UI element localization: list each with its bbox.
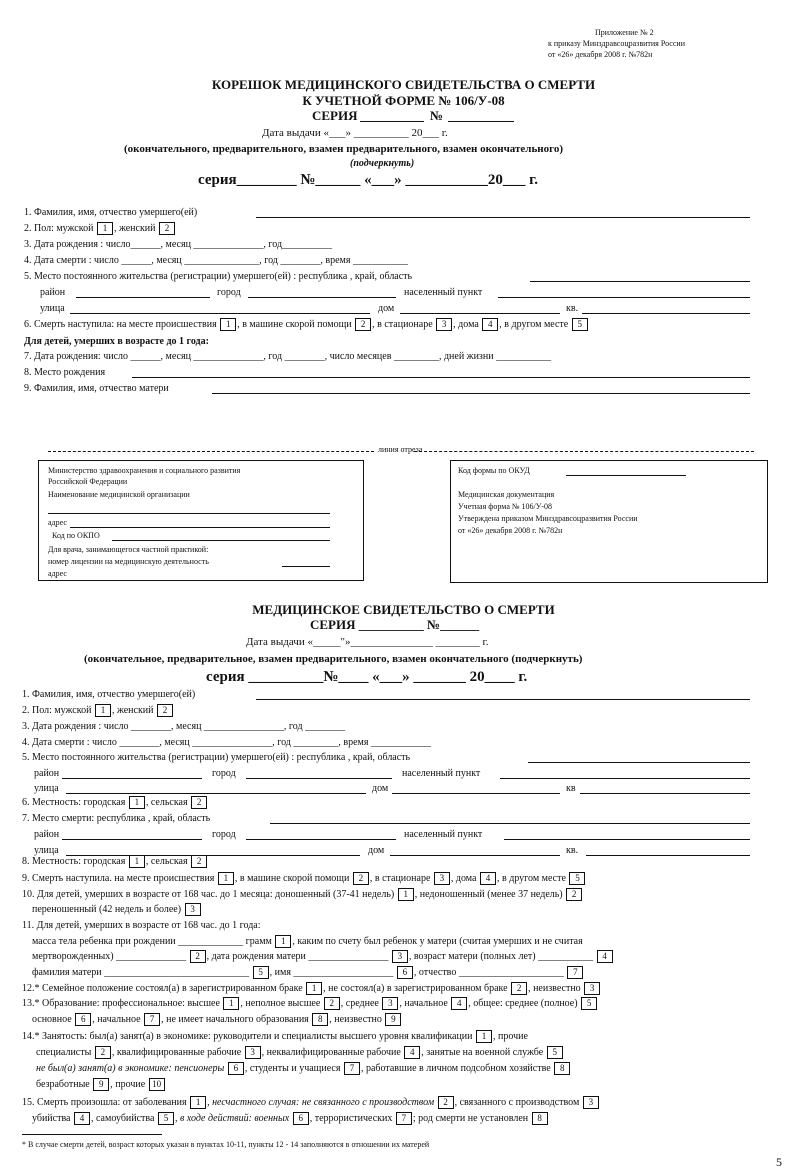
cert-employment-label: 14.* Занятость: был(а) занят(а) в экономике: руководители и специалисты высшего уровня квалификации [22,1030,473,1042]
okud-label: Код формы по ОКУД [458,466,530,475]
cert-street-label: улица [34,783,59,794]
cert-mother-name-label: , имя ____________________ [269,966,394,978]
cert-edu-initial-label: , начальное [92,1013,141,1025]
org-line-1: Министерство здравоохранения и социального развития [48,466,241,475]
org-okpo-field[interactable] [112,540,330,541]
cert-item-14 [22,1030,528,1043]
cert-marital-box-3[interactable]: 3 [584,982,600,995]
appendix-line-2: к приказу Минздравсоцразвития России [548,39,685,48]
org-line-3: Наименование медицинской организации [48,490,190,499]
cert-edu-primary-label: , начальное [399,997,448,1009]
cut-line-right [414,451,754,452]
cert-city-field[interactable] [246,778,392,779]
cert-education-label: 13.* Образование: профессиональное: высшее [22,997,220,1009]
stub-item-4: 4. Дата смерти : число ______, месяц _______________, год ________, время ___________ [24,255,408,266]
form-meta-2: Учетная форма № 106/У-08 [458,502,553,511]
cert-edu-box-2[interactable]: 2 [324,997,340,1010]
stub-item-3: 3. Дата рождения : число______, месяц ______________, год__________ [24,239,333,250]
cert-cause-box-4[interactable]: 4 [74,1112,90,1125]
cert-place-box-4[interactable]: 4 [480,872,496,885]
cert-mother-surname-label: фамилия матери _____________________________ [32,966,250,978]
cert-place-hospital: , в стационаре [369,872,431,884]
cert-cause-box-7[interactable]: 7 [396,1112,412,1125]
stub-item-7: 7. Дата рождения: число ______, месяц ______________, год ________, число месяцев _________, дней жизни ___________ [24,351,552,362]
cert-edu-box-7[interactable]: 7 [144,1013,160,1026]
stub-series-label: СЕРИЯ [312,108,358,123]
cert-emp-box-5[interactable]: 5 [547,1046,563,1059]
cert-emp-box-8[interactable]: 8 [554,1062,570,1075]
cert-emp-other-spec-label: , прочие [493,1030,528,1042]
cert-item-11-b [32,950,614,963]
cert-preterm-label: , недоношенный (менее 37 недель) [414,888,563,900]
cert-death-area-rural-label: , сельская [145,855,188,867]
cert-death-place-label: 9. Смерть наступила. на месте происшествия [22,872,215,884]
org-private-address-label: адрес [48,569,67,578]
cert-item-5: 5. Место постоянного жительства (регистрации) умершего(ей) : республика , край, область [22,752,411,763]
cert-title: МЕДИЦИНСКОЕ СВИДЕТЕЛЬСТВО О СМЕРТИ [252,602,555,617]
cert-death-district-field[interactable] [62,839,202,840]
stub-item-5: 5. Место постоянного жительства (регистрации) умершего(ей) : республика , край, область [24,271,413,282]
cert-city-label: город [212,768,236,779]
cert-cause-terror-label: , террористических [309,1112,393,1124]
cert-edu-box-4[interactable]: 4 [451,997,467,1010]
okud-field[interactable] [566,475,686,476]
appendix-line-3: от «26» декабря 2008 г. №782н [548,50,653,59]
cert-death-district-label: район [34,829,60,840]
stub-title-2: К УЧЕТНОЙ ФОРМЕ № 106/У-08 [302,93,505,108]
cert-mother-patronymic-box[interactable]: 7 [567,966,583,979]
stub-children-heading: Для детей, умерших в возрасте до 1 года: [24,336,209,347]
cert-edu-box-1[interactable]: 1 [223,997,239,1010]
cert-area-rural-label: , сельская [145,796,188,808]
cert-item-11: 11. Для детей, умерших в возрасте от 168 час. до 1 года: [22,920,261,931]
stub-place-box-2[interactable]: 2 [355,318,371,331]
cert-emp-box-9[interactable]: 9 [93,1078,109,1091]
cert-edu-box-9[interactable]: 9 [385,1013,401,1026]
cert-mother-patronymic-label: , отчество _____________________ [413,966,564,978]
cert-area-urban-box[interactable]: 1 [129,796,145,809]
cert-emp-household-label: , работавшие в личном подсобном хозяйстве [360,1062,551,1074]
cert-term-box-2[interactable]: 2 [566,888,582,901]
cert-stillborn-label: мертворожденных) ______________ [32,950,187,962]
stub-city-field[interactable] [248,297,396,298]
stub-house-label: дом [378,303,395,314]
org-name-field[interactable] [48,513,330,514]
cert-emp-box-4[interactable]: 4 [404,1046,420,1059]
cert-edu-incomplete-label: , неполное высшее [240,997,321,1009]
stub-locality-label: населенный пункт [404,287,483,298]
cert-mother-surname-box[interactable]: 5 [253,966,269,979]
cert-sex-label: 2. Пол: мужской [22,704,92,716]
cert-sex-male-box[interactable]: 1 [95,704,111,717]
cut-line-label: линия отреза [378,445,423,454]
cert-edu-unknown-label: , неизвестно [329,1013,382,1025]
stub-title-1: КОРЕШОК МЕДИЦИНСКОГО СВИДЕТЕЛЬСТВА О СМЕРТИ [211,77,596,92]
cert-cause-unknown-label: ; род смерти не установлен [412,1112,529,1124]
stub-place-box-5[interactable]: 5 [572,318,588,331]
cert-death-cause-label: 15. Смерть произошла: от заболевания [22,1096,187,1108]
stub-place-ambulance: , в машине скорой помощи [237,318,352,330]
cert-edu-secondary-label: , среднее [340,997,379,1009]
cert-place-box-3[interactable]: 3 [434,872,450,885]
cert-street-field[interactable] [66,793,366,794]
footnote: * В случае смерти детей, возраст которых указан в пунктах 10-11, пункты 12 - 14 заполняются в отношении их матерей [22,1140,430,1149]
stub-series-line[interactable] [360,121,424,122]
stub-place-home: , дома [453,318,479,330]
cert-death-house-field[interactable] [390,855,560,856]
stub-sex-female-box[interactable]: 2 [159,222,175,235]
cert-district-field[interactable] [62,778,202,779]
cert-emp-box-2[interactable]: 2 [95,1046,111,1059]
org-private-label: Для врача, занимающегося частной практикой: [48,545,209,554]
stub-house-field[interactable] [400,313,560,314]
cert-place-box-5[interactable]: 5 [569,872,585,885]
cert-series: СЕРИЯ __________ №______ [310,617,480,632]
cert-death-street-label: улица [34,845,59,856]
stub-locality-field[interactable] [498,297,750,298]
cert-emp-box-10[interactable]: 10 [149,1078,165,1091]
cert-marital-unknown-label: , неизвестно [528,982,581,994]
stub-district-field[interactable] [76,297,210,298]
stub-item-1: 1. Фамилия, имя, отчество умершего(ей) [24,207,198,218]
stub-name-field[interactable] [256,217,750,218]
org-line-2: Российской Федерации [48,477,128,486]
cert-emp-qualified-label: , квалифицированные рабочие [111,1046,242,1058]
cert-cause-industrial-label: , связанного с производством [454,1096,580,1108]
cert-emp-box-1[interactable]: 1 [476,1030,492,1043]
form-meta-4: от «26» декабря 2008 г. №782н [458,526,563,535]
stub-place-box-4[interactable]: 4 [482,318,498,331]
cert-death-apt-label: кв. [566,845,579,856]
cert-emp-military-label: , занятые на военной службе [421,1046,544,1058]
cert-area-label: 6. Местность: городская [22,796,126,808]
cert-house-label: дом [372,783,389,794]
org-license-label: номер лицензии на медицинскую деятельность [48,557,209,566]
cert-marital-box-1[interactable]: 1 [306,982,322,995]
cert-locality-label: населенный пункт [402,768,481,779]
cert-item-8 [22,855,208,868]
cert-death-city-field[interactable] [246,839,396,840]
stub-number-label: № [430,108,444,123]
cert-death-area-label: 8. Местность: городская [22,855,126,867]
cert-item-14-c [36,1062,571,1075]
cert-death-locality-field[interactable] [504,839,750,840]
cert-mother-age-box[interactable]: 4 [597,950,613,963]
cert-place-ambulance: , в машине скорой помощи [234,872,350,884]
cert-cause-murder-label: убийства [32,1112,71,1124]
cert-item-10-cont [32,903,202,916]
cert-death-locality-label: населенный пункт [404,829,483,840]
stub-street-label: улица [40,303,65,314]
cert-item-3: 3. Дата рождения : число ________, месяц ________________, год ________ [22,721,346,732]
cert-emp-students-label: , студенты и учащиеся [244,1062,341,1074]
cert-birth-weight-label: масса тела ребенка при рождении _____________ грамм [32,935,272,947]
cert-cause-box-1[interactable]: 1 [190,1096,206,1109]
cert-death-apt-field[interactable] [586,855,750,856]
stub-sex-female-label: , женский [113,222,156,234]
cert-cause-box-3[interactable]: 3 [583,1096,599,1109]
cert-edu-general-label: , общее: среднее (полное) [468,997,578,1009]
cert-issue-date: Дата выдачи «_____"»_______________ ________ г. [246,636,489,648]
cert-item-15 [22,1096,600,1109]
cert-order-box[interactable]: 2 [190,950,206,963]
cert-item-9 [22,872,586,885]
org-address-field[interactable] [70,527,330,528]
cert-death-house-label: дом [368,845,385,856]
cert-emp-box-7[interactable]: 7 [344,1062,360,1075]
cert-death-area-urban-box[interactable]: 1 [129,855,145,868]
cert-place-home: , дома [450,872,477,884]
cut-line-left [48,451,374,452]
stub-sex-label: 2. Пол: мужской [24,222,94,234]
stub-underline-note: (подчеркнуть) [350,158,415,169]
cert-term-box-1[interactable]: 1 [398,888,414,901]
form-meta-1: Медицинская документация [458,490,555,499]
stub-kind: (окончательного, предварительного, взамен предварительного, взамен окончательного) [124,143,564,155]
cert-area-rural-box[interactable]: 2 [191,796,207,809]
cert-sex-female-box[interactable]: 2 [157,704,173,717]
cert-emp-specialists-label: специалисты [36,1046,92,1058]
cert-apt-label: кв [566,783,576,794]
stub-district-label: район [40,287,66,298]
cert-item-13-cont [32,1013,402,1026]
cert-edu-box-8[interactable]: 8 [312,1013,328,1026]
cert-mother-age-label: , возраст матери (полных лет) ___________ [408,950,594,962]
stub-place-other: , в другом месте [499,318,569,330]
cert-item-1: 1. Фамилия, имя, отчество умершего(ей) [22,689,196,700]
stub-mother-name-field[interactable] [212,393,750,394]
cert-place-box-2[interactable]: 2 [353,872,369,885]
cert-cause-military-label: , в ходе действий: военных [174,1112,290,1124]
cert-region-field[interactable] [528,762,750,763]
cert-item-6 [22,796,208,809]
cert-death-city-label: город [212,829,236,840]
stub-city-label: город [217,287,241,298]
cert-weight-box[interactable]: 1 [275,935,291,948]
org-license-field[interactable] [282,566,330,567]
stub-death-place-label: 6. Смерть наступила: на месте происшествия [24,318,217,330]
cert-item-13 [22,997,598,1010]
stub-number-line[interactable] [448,121,514,122]
cert-cause-box-5[interactable]: 5 [158,1112,174,1125]
cert-cause-accident-label: , несчастного случая: не связанного с производством [207,1096,435,1108]
cert-emp-other-label: , прочие [110,1078,146,1090]
cert-cause-box-2[interactable]: 2 [438,1096,454,1109]
cert-cause-box-6[interactable]: 6 [293,1112,309,1125]
cert-district-label: район [34,768,60,779]
stub-item-2 [24,222,176,235]
stub-item-9: 9. Фамилия, имя, отчество матери [24,383,169,394]
cert-item-7: 7. Место смерти: республика , край, область [22,813,211,824]
cert-death-region-field[interactable] [270,823,750,824]
cert-item-11-c [32,966,584,979]
cert-term-box-3[interactable]: 3 [185,903,201,916]
stub-series-line-text: серия________ №______ «___» ___________20___ г. [198,172,539,188]
footnote-divider [22,1134,162,1135]
cert-emp-unemployed-label: безработные [36,1078,90,1090]
form-meta-3: Утверждена приказом Минздравсоцразвития России [458,514,638,523]
cert-postterm-label: переношенный (42 недель и более) [32,903,182,915]
cert-place-other: , в другом месте [497,872,566,884]
stub-sex-male-box[interactable]: 1 [97,222,113,235]
cert-edu-box-3[interactable]: 3 [382,997,398,1010]
cert-locality-field[interactable] [500,778,750,779]
cert-item-11-a [32,935,583,948]
cert-series-line: серия __________№____ «___» _______ 20____ г. [206,669,528,685]
cert-item-2 [22,704,174,717]
cert-marital-not-label: , не состоял(а) в зарегистрированном браке [323,982,508,994]
stub-apt-label: кв. [566,303,579,314]
cert-item-14-d [36,1078,166,1091]
cert-edu-none-label: , не имеет начального образования [161,1013,309,1025]
cert-cause-suicide-label: , самоубийства [91,1112,155,1124]
stub-place-box-3[interactable]: 3 [436,318,452,331]
cert-mother-name-box[interactable]: 6 [397,966,413,979]
cert-child-order-label: , каким по счету был ребенок у матери (считая умерших и не считая [292,935,583,947]
cert-name-field[interactable] [256,699,750,700]
page-number: 5 [776,1155,782,1169]
cert-emp-unqualified-label: , неквалифицированные рабочие [261,1046,401,1058]
cert-item-4: 4. Дата смерти : число ________, месяц ________________, год _________, время ____________ [22,737,431,748]
cert-emp-pensioners-label: не был(а) занят(а) в экономике: пенсионеры [36,1062,225,1074]
cert-apt-field[interactable] [580,793,750,794]
cert-kind: (окончательное, предварительное, взамен предварительного, взамен окончательного (подчеркнуть) [84,653,583,665]
cert-mother-birth-box[interactable]: 3 [392,950,408,963]
cert-marital-label: 12.* Семейное положение состоял(а) в зарегистрированном браке [22,982,303,994]
cert-item-10 [22,888,583,901]
cert-mother-birth-label: , дата рождения матери ________________ [206,950,389,962]
cert-place-box-1[interactable]: 1 [218,872,234,885]
cert-house-field[interactable] [392,793,560,794]
cert-edu-box-5[interactable]: 5 [581,997,597,1010]
cert-sex-female-label: , женский [111,704,154,716]
appendix-line-1: Приложение № 2 [595,28,654,37]
org-okpo-label: Код по ОКПО [52,531,100,540]
cert-death-area-rural-box[interactable]: 2 [191,855,207,868]
cert-edu-basic-label: основное [32,1013,72,1025]
cert-item-14-b [36,1046,564,1059]
stub-item-6 [24,318,589,331]
stub-issue-date: Дата выдачи «___» __________ 20___ г. [262,127,448,139]
org-address-label: адрес [48,518,67,527]
stub-place-hospital: , в стационаре [372,318,433,330]
stub-region-field[interactable] [530,281,750,282]
cert-marital-box-2[interactable]: 2 [511,982,527,995]
cert-emp-box-6[interactable]: 6 [228,1062,244,1075]
cert-emp-box-3[interactable]: 3 [245,1046,261,1059]
cert-item-12 [22,982,601,995]
stub-apt-field[interactable] [582,313,750,314]
cert-item-15-b [32,1112,549,1125]
stub-street-field[interactable] [70,313,370,314]
stub-birthplace-field[interactable] [132,377,750,378]
stub-item-8: 8. Место рождения [24,367,106,378]
cert-term-label: 10. Для детей, умерших в возрасте от 168 час. до 1 месяца: доношенный (37-41 недель) [22,888,395,900]
cert-edu-box-6[interactable]: 6 [75,1013,91,1026]
cert-cause-box-8[interactable]: 8 [532,1112,548,1125]
stub-place-box-1[interactable]: 1 [220,318,236,331]
